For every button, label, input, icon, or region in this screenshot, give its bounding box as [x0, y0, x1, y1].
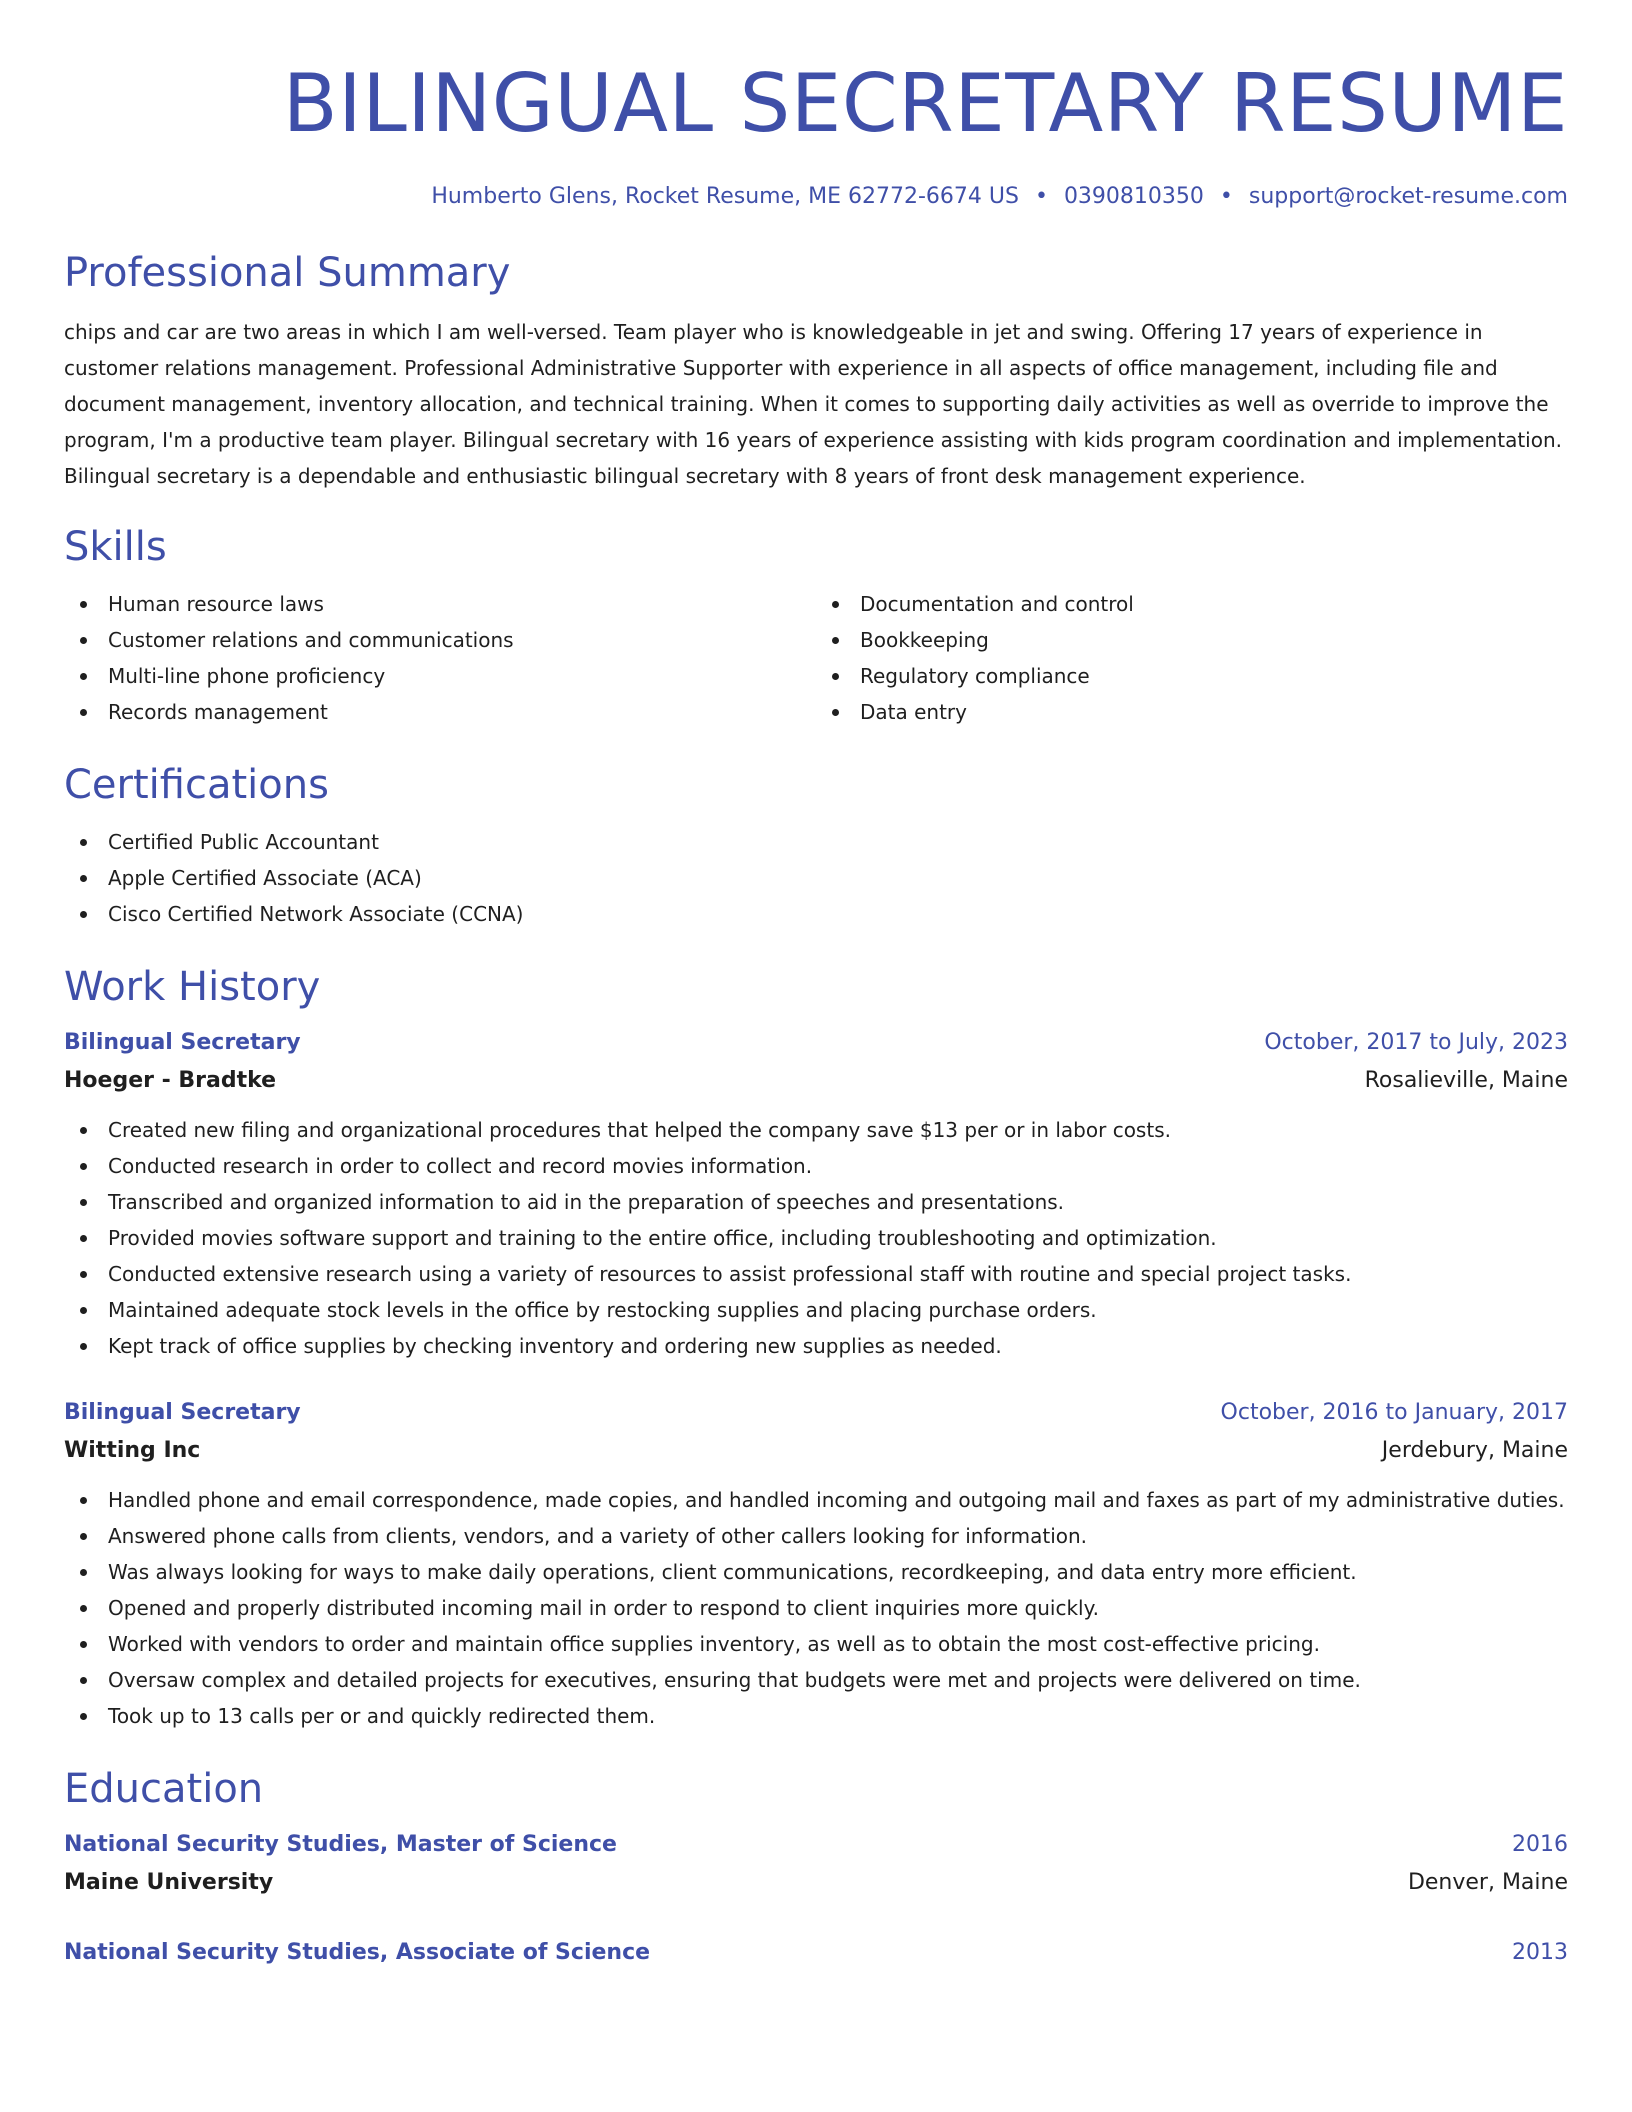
skills-section	[64, 522, 1568, 730]
job-bullet: Opened and properly distributed incoming mail in order to respond to client inquiries more quickly.	[64, 1590, 1568, 1626]
bullet-icon	[80, 709, 87, 716]
skills-list-right	[816, 586, 1568, 730]
summary-heading: Professional Summary	[64, 250, 511, 296]
job-bullet: Worked with vendors to order and maintain office supplies inventory, as well as to obtain the most cost-effective pricing.	[64, 1626, 1568, 1662]
skill-item: Records management	[64, 694, 816, 730]
skills-heading: Skills	[64, 524, 167, 570]
bullet-icon	[80, 1569, 87, 1576]
bullet-icon	[80, 1235, 87, 1242]
job-bullet: Oversaw complex and detailed projects for executives, ensuring that budgets were met and projects were delivered on time.	[64, 1662, 1568, 1698]
certifications-heading: Certifications	[64, 762, 329, 808]
bullet-icon	[80, 673, 87, 680]
skills-column-left	[64, 586, 816, 730]
bullet-icon	[832, 601, 839, 608]
education-year: 2013	[1512, 1940, 1568, 1965]
job-dates: October, 2017 to July, 2023	[1264, 1030, 1568, 1055]
skills-list-left	[64, 586, 816, 730]
skill-item: Bookkeeping	[816, 622, 1568, 658]
job-bullet: Transcribed and organized information to aid in the preparation of speeches and presentations.	[64, 1184, 1568, 1220]
bullet-icon	[80, 875, 87, 882]
job-entry	[64, 1394, 1568, 1734]
bullet-icon	[80, 1163, 87, 1170]
job-company: Witting Inc	[64, 1438, 201, 1463]
job-bullet: Conducted extensive research using a variety of resources to assist professional staff with routine and special project tasks.	[64, 1256, 1568, 1292]
job-location: Jerdebury, Maine	[1381, 1438, 1568, 1463]
job-bullet: Provided movies software support and training to the entire office, including troubleshooting and optimization.	[64, 1220, 1568, 1256]
bullet-icon	[80, 1713, 87, 1720]
education-header-row	[64, 1826, 1568, 1864]
job-bullet: Answered phone calls from clients, vendors, and a variety of other callers looking for information.	[64, 1518, 1568, 1554]
skills-grid	[64, 586, 1568, 730]
resume-title: BILINGUAL SECRETARY RESUME	[282, 57, 1568, 150]
contact-separator: •	[1034, 184, 1048, 209]
job-bullet: Was always looking for ways to make daily operations, client communications, recordkeeping, and data entry more efficient.	[64, 1554, 1568, 1590]
job-title: Bilingual Secretary	[64, 1400, 301, 1425]
job-location: Rosalieville, Maine	[1364, 1068, 1568, 1093]
certification-item: Apple Certified Associate (ACA)	[64, 860, 1568, 896]
education-school: Maine University	[64, 1870, 274, 1895]
job-bullet: Handled phone and email correspondence, made copies, and handled incoming and outgoing mail and faxes as part of my administrative duties.	[64, 1482, 1568, 1518]
job-bullet: Created new filing and organizational procedures that helped the company save $13 per or in labor costs.	[64, 1112, 1568, 1148]
education-section	[64, 1764, 1568, 1972]
contact-address: Humberto Glens, Rocket Resume, ME 62772-6674 US	[431, 184, 1019, 209]
skill-item: Multi-line phone proficiency	[64, 658, 816, 694]
skill-item: Data entry	[816, 694, 1568, 730]
job-bullets	[64, 1482, 1568, 1734]
education-degree: National Security Studies, Associate of Science	[64, 1940, 651, 1965]
bullet-icon	[832, 709, 839, 716]
bullet-icon	[80, 1533, 87, 1540]
job-bullet: Kept track of office supplies by checking inventory and ordering new supplies as needed.	[64, 1328, 1568, 1364]
skill-item: Regulatory compliance	[816, 658, 1568, 694]
job-bullet: Took up to 13 calls per or and quickly redirected them.	[64, 1698, 1568, 1734]
certification-item: Certified Public Accountant	[64, 824, 1568, 860]
education-year: 2016	[1512, 1832, 1568, 1857]
contact-separator: •	[1219, 184, 1233, 209]
contact-phone: 0390810350	[1063, 184, 1204, 209]
bullet-icon	[80, 637, 87, 644]
contact-email[interactable]: support@rocket-resume.com	[1248, 184, 1568, 209]
job-header-row	[64, 1024, 1568, 1062]
skills-column-right	[816, 586, 1568, 730]
bullet-icon	[80, 1307, 87, 1314]
job-company-row	[64, 1062, 1568, 1100]
education-header-row	[64, 1934, 1568, 1972]
bullet-icon	[80, 1497, 87, 1504]
bullet-icon	[80, 1605, 87, 1612]
work-history-section	[64, 962, 1568, 1734]
bullet-icon	[832, 637, 839, 644]
work-history-heading: Work History	[64, 964, 321, 1010]
job-company-row	[64, 1432, 1568, 1470]
skill-item: Customer relations and communications	[64, 622, 816, 658]
education-school-row	[64, 1864, 1568, 1902]
education-degree: National Security Studies, Master of Science	[64, 1832, 617, 1857]
contact-line	[64, 182, 1568, 212]
job-bullet: Conducted research in order to collect and record movies information.	[64, 1148, 1568, 1184]
bullet-icon	[80, 1199, 87, 1206]
education-entry	[64, 1826, 1568, 1902]
bullet-icon	[80, 1677, 87, 1684]
bullet-icon	[80, 1343, 87, 1350]
summary-section	[64, 248, 1568, 494]
certifications-section	[64, 760, 1568, 932]
job-bullet: Maintained adequate stock levels in the office by restocking supplies and placing purchase orders.	[64, 1292, 1568, 1328]
skill-item: Human resource laws	[64, 586, 816, 622]
certification-item: Cisco Certified Network Associate (CCNA)	[64, 896, 1568, 932]
summary-text: chips and car are two areas in which I am well-versed. Team player who is knowledgeable in jet and swing. Offering 17 years of experience in customer relations management. Professional Administrative Supporter with experience in all aspects of office management, including file and document management, inventory allocation, and technical training. When it comes to supporting daily activities as well as override to improve the program, I'm a productive team player. Bilingual secretary with 16 years of experience assisting with kids program coordination and implementation. Bilingual secretary is a dependable and enthusiastic bilingual secretary with 8 years of front desk management experience.	[64, 320, 1562, 488]
job-header-row	[64, 1394, 1568, 1432]
bullet-icon	[80, 1641, 87, 1648]
bullet-icon	[80, 911, 87, 918]
education-heading: Education	[64, 1766, 264, 1812]
bullet-icon	[80, 1127, 87, 1134]
bullet-icon	[80, 839, 87, 846]
job-dates: October, 2016 to January, 2017	[1220, 1400, 1568, 1425]
job-company: Hoeger - Bradtke	[64, 1068, 277, 1093]
education-location: Denver, Maine	[1407, 1870, 1568, 1895]
skill-item: Documentation and control	[816, 586, 1568, 622]
bullet-icon	[80, 601, 87, 608]
bullet-icon	[80, 1271, 87, 1278]
job-title: Bilingual Secretary	[64, 1030, 301, 1055]
education-entry	[64, 1934, 1568, 1972]
bullet-icon	[832, 673, 839, 680]
job-entry	[64, 1024, 1568, 1364]
certifications-list	[64, 824, 1568, 932]
job-bullets	[64, 1112, 1568, 1364]
